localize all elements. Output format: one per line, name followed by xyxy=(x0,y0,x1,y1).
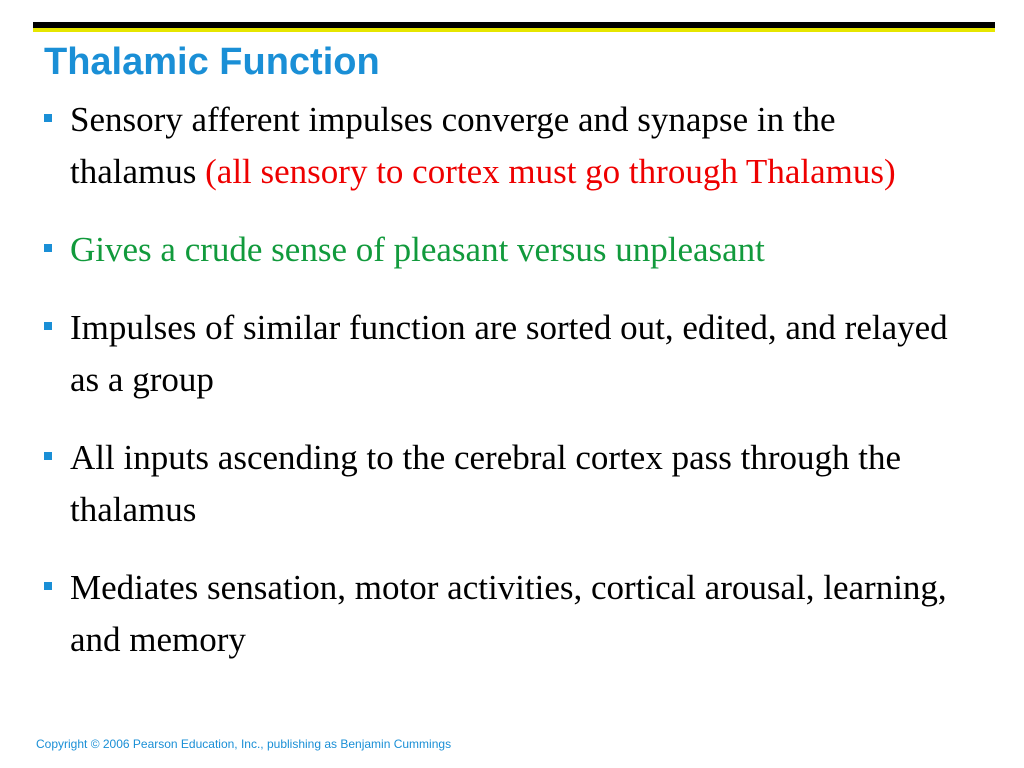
bullet-text: Gives a crude sense of pleasant versus unpleasant xyxy=(70,230,765,269)
bullet-item-1 xyxy=(40,94,970,198)
copyright-footer: Copyright © 2006 Pearson Education, Inc., publishing as Benjamin Cummings xyxy=(36,737,452,751)
bullet-item-4 xyxy=(40,432,970,536)
bullet-text: All inputs ascending to the cerebral cortex pass through the thalamus xyxy=(70,438,902,529)
bullet-item-5 xyxy=(40,562,970,666)
bullet-text: Mediates sensation, motor activities, cortical arousal, learning, and memory xyxy=(70,568,947,659)
top-rule-divider xyxy=(33,22,995,28)
bullet-text: Sensory afferent impulses converge and synapse in the thalamus xyxy=(70,100,836,191)
bullet-text: Impulses of similar function are sorted out, edited, and relayed as a group xyxy=(70,308,948,399)
bullet-item-3 xyxy=(40,302,970,406)
square-bullet-icon xyxy=(44,114,52,122)
slide-title: Thalamic Function xyxy=(44,41,380,83)
bullet-item-2 xyxy=(40,224,970,276)
square-bullet-icon xyxy=(44,582,52,590)
square-bullet-icon xyxy=(44,452,52,460)
bullet-list xyxy=(40,94,970,692)
square-bullet-icon xyxy=(44,322,52,330)
bullet-highlight-text: (all sensory to cortex must go through Thalamus) xyxy=(205,152,896,191)
square-bullet-icon xyxy=(44,244,52,252)
